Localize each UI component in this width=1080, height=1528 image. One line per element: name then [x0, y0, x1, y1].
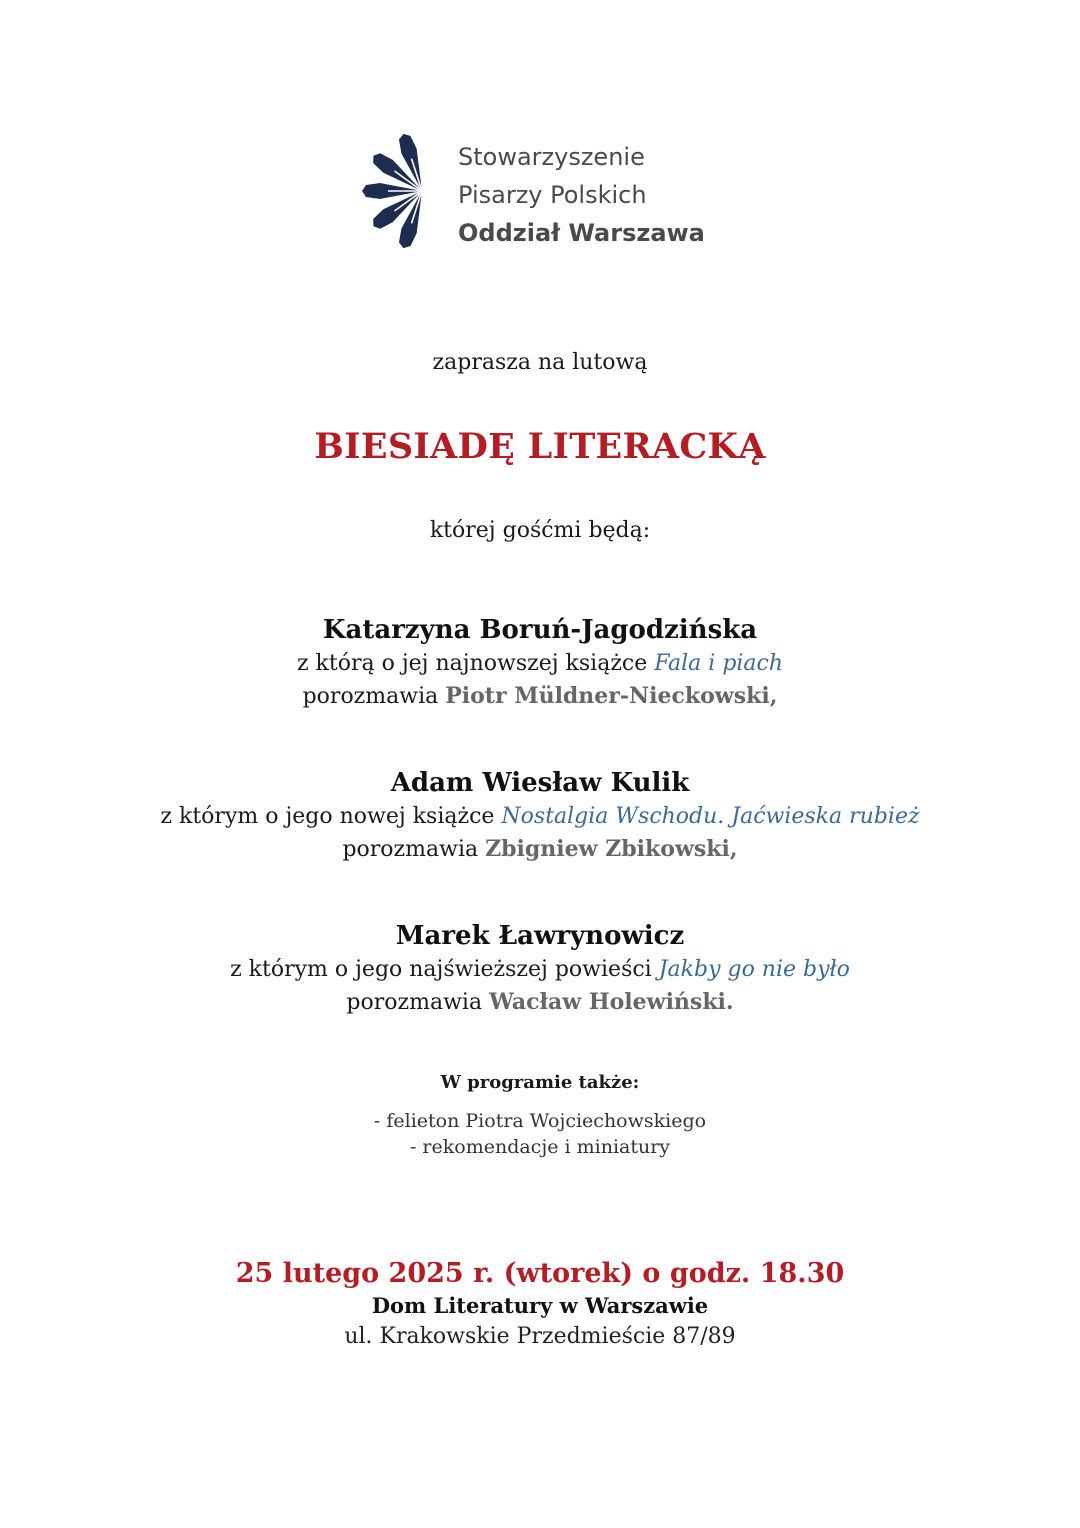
- book-title: Fala i piach: [654, 651, 784, 676]
- guest-name: Katarzyna Boruń-Jagodzińska: [322, 615, 758, 645]
- book-intro: z którym o jego nowej książce: [160, 804, 502, 829]
- program-heading: W programie także:: [440, 1072, 640, 1093]
- event-address: ul. Krakowskie Przedmieście 87/89: [344, 1324, 736, 1349]
- event-title: BIESIADĘ LITERACKĄ: [314, 426, 766, 467]
- program-item: - rekomendacje i miniatury: [409, 1136, 671, 1158]
- guest-name: Adam Wiesław Kulik: [390, 768, 690, 798]
- logo-line-2: Pisarzy Polskich: [458, 181, 647, 209]
- pen-nib-fan-icon: [358, 130, 430, 252]
- logo-text: [458, 138, 705, 252]
- moderator-intro: porozmawia: [346, 990, 490, 1015]
- guest-block: [0, 765, 1080, 866]
- logo-line-1: Stowarzyszenie: [458, 143, 645, 171]
- guest-book-line: [0, 648, 1080, 680]
- book-intro: z którą o jej najnowszej książce: [296, 651, 655, 676]
- guest-block: [0, 918, 1080, 1019]
- association-logo: [358, 122, 738, 262]
- intro-text: zaprasza na lutową: [432, 350, 648, 375]
- book-intro: z którym o jego najświeższej powieści: [230, 957, 659, 982]
- event-venue: Dom Literatury w Warszawie: [371, 1293, 709, 1318]
- guest-name: Marek Ławrynowicz: [395, 921, 685, 951]
- moderator-name: Piotr Müldner-Nieckowski,: [445, 683, 778, 709]
- moderator-line: [0, 680, 1080, 713]
- moderator-name: Zbigniew Zbikowski,: [485, 836, 738, 862]
- moderator-intro: porozmawia: [302, 684, 446, 709]
- program-item: - felieton Piotra Wojciechowskiego: [373, 1110, 707, 1132]
- event-date: 25 lutego 2025 r. (wtorek) o godz. 18.30: [235, 1258, 845, 1289]
- guest-book-line: [0, 801, 1080, 833]
- guest-block: [0, 612, 1080, 713]
- moderator-intro: porozmawia: [342, 837, 486, 862]
- logo-line-3: Oddział Warszawa: [458, 219, 705, 247]
- moderator-line: [0, 986, 1080, 1019]
- moderator-line: [0, 833, 1080, 866]
- program-list: [0, 1108, 1080, 1160]
- book-title: Nostalgia Wschodu. Jaćwieska rubież: [501, 804, 920, 829]
- book-title: Jakby go nie było: [658, 957, 850, 982]
- moderator-name: Wacław Holewiński.: [489, 989, 734, 1015]
- guests-intro: której gośćmi będą:: [429, 518, 651, 543]
- guest-book-line: [0, 954, 1080, 986]
